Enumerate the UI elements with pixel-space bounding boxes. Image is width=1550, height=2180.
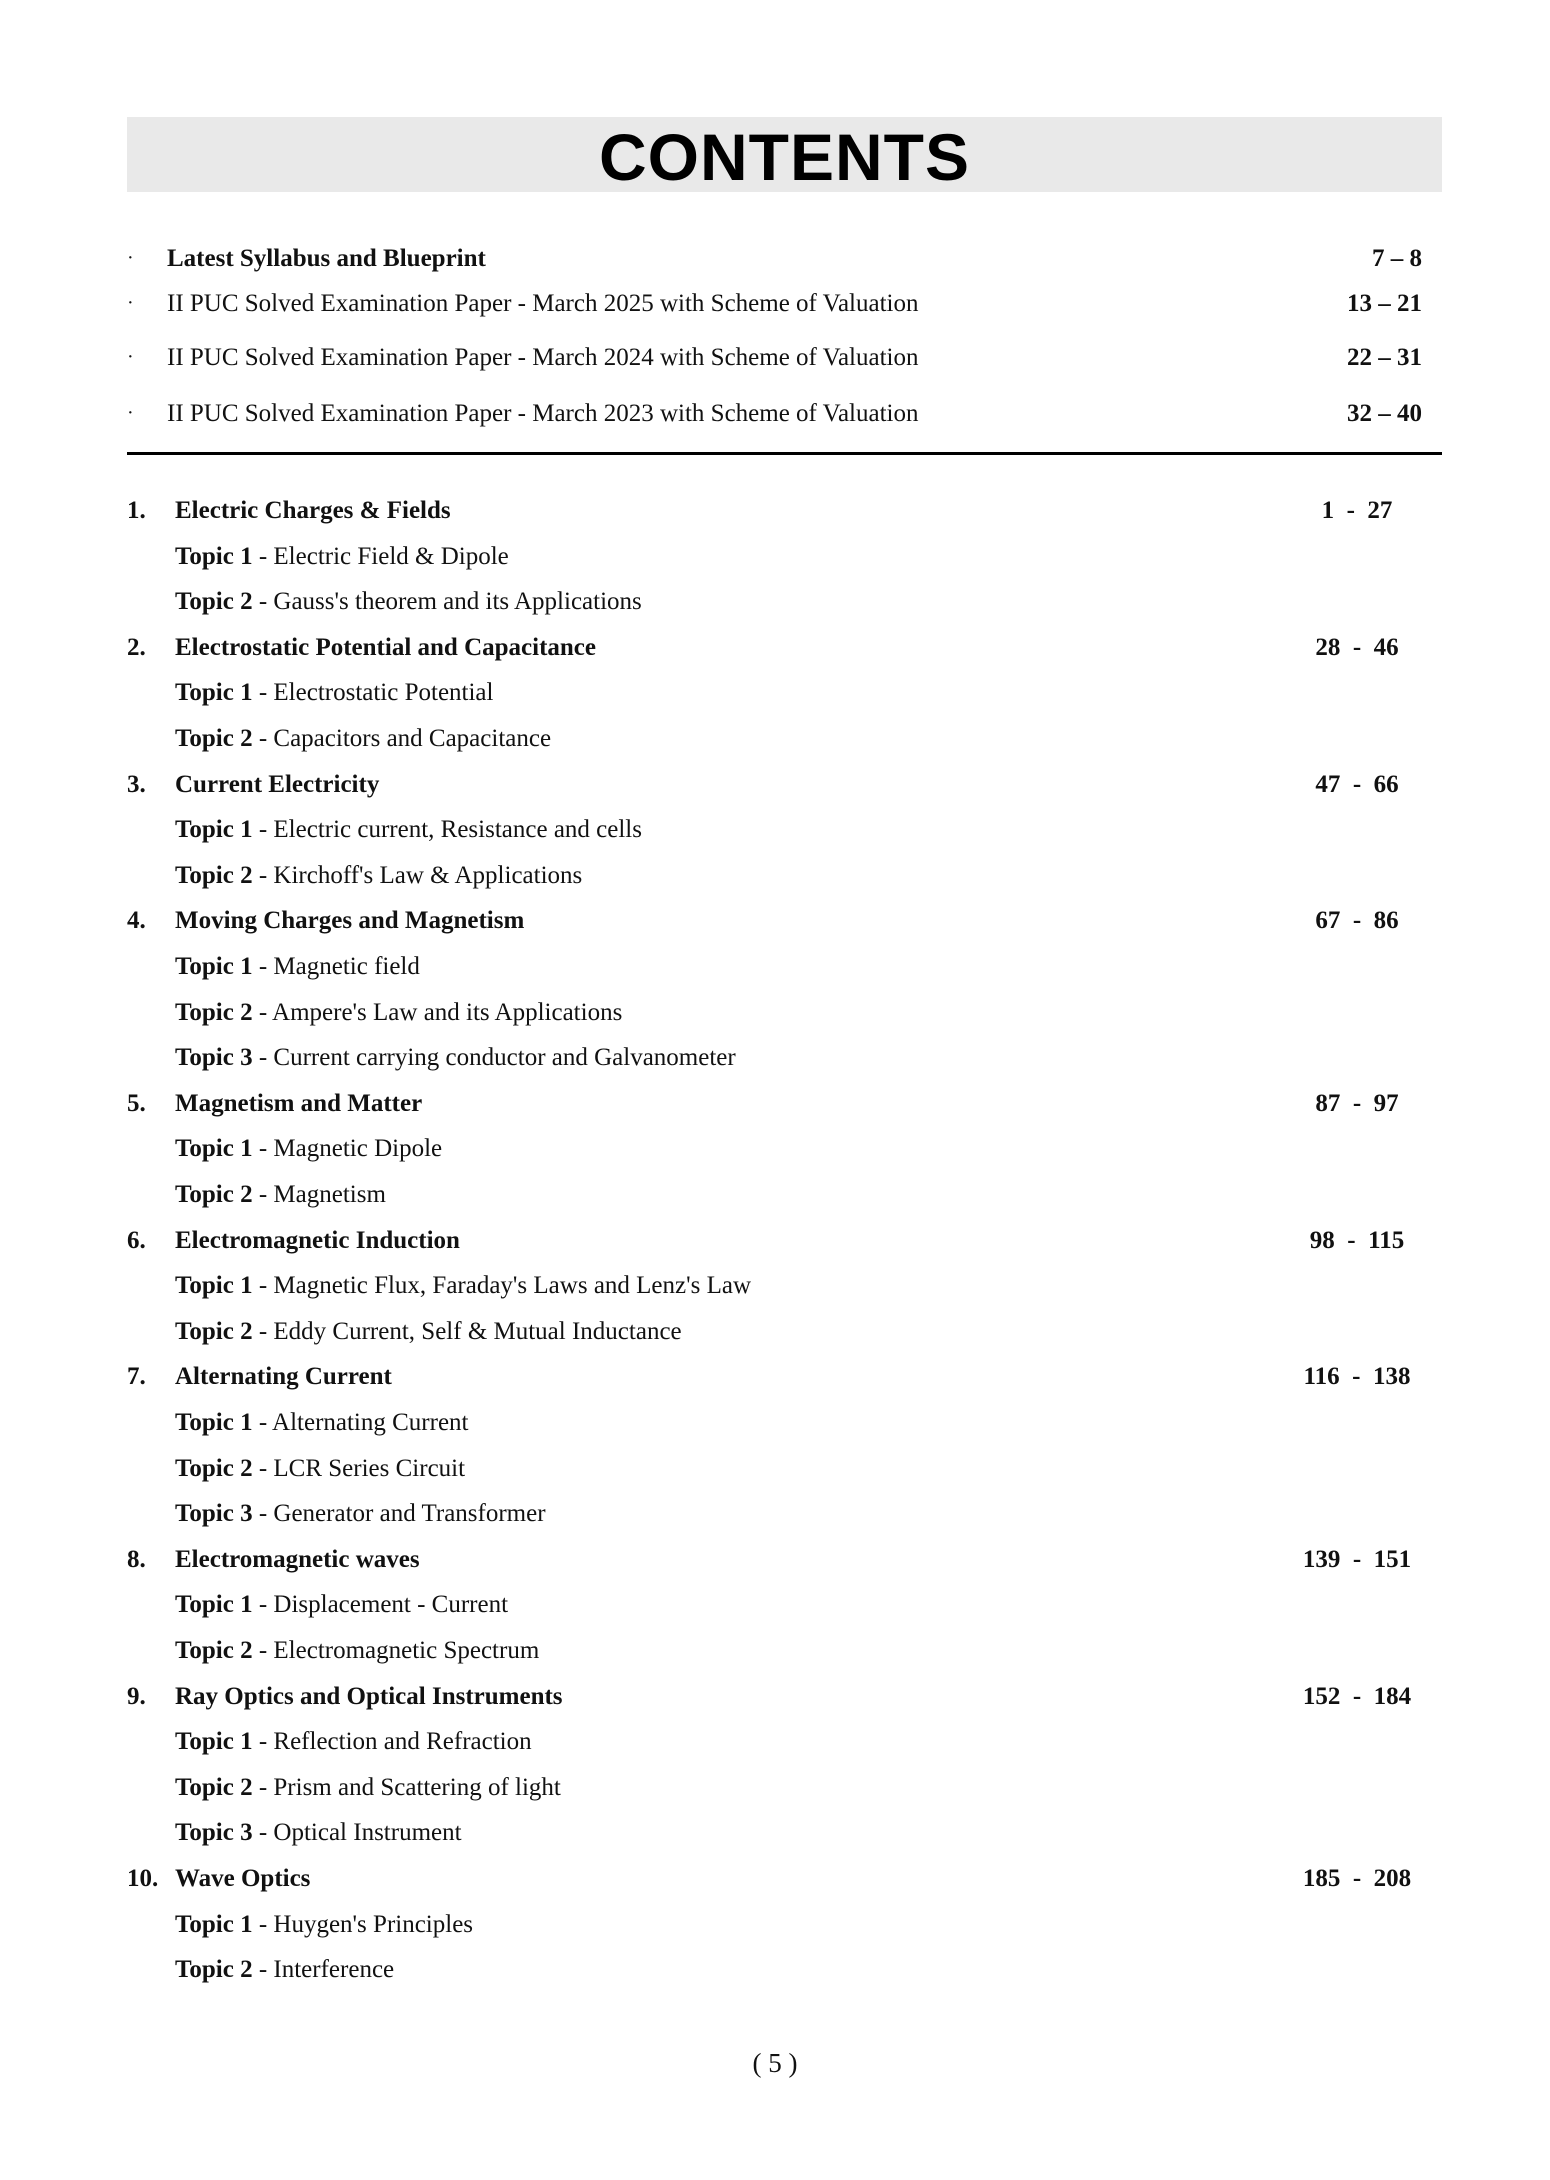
prelim-pages: 7 – 8	[1372, 245, 1422, 272]
topic-label: Topic 2	[175, 1956, 253, 1983]
chapter-title: Electromagnetic waves	[175, 1546, 420, 1573]
topic-entry	[175, 679, 493, 707]
topic-title: - Magnetic Flux, Faraday's Laws and Lenz's Law	[252, 1272, 752, 1299]
chapter-number: 9.	[127, 1683, 146, 1710]
topic-title: - Current carrying conductor and Galvanometer	[252, 1044, 736, 1071]
topic-entry	[175, 816, 642, 844]
topic-label: Topic 2	[175, 1774, 253, 1801]
prelim-item	[127, 400, 1442, 440]
topic-entry	[175, 1318, 682, 1346]
topic-row	[127, 862, 1442, 902]
prelim-title: II PUC Solved Examination Paper - March 2023 with Scheme of Valuation	[167, 400, 919, 427]
topic-row	[127, 1591, 1442, 1631]
topic-entry	[175, 1728, 532, 1756]
bullet-icon: ·	[127, 346, 134, 368]
topic-entry	[175, 1044, 736, 1072]
topic-row	[127, 1819, 1442, 1859]
topic-entry	[175, 1591, 508, 1619]
chapter-number: 1.	[127, 497, 146, 524]
chapter-title: Magnetism and Matter	[175, 1090, 423, 1117]
divider-rule	[127, 452, 1442, 455]
chapter-pages: 185 - 208	[1302, 1865, 1412, 1892]
chapter-pages: 47 - 66	[1315, 771, 1399, 798]
prelim-title: Latest Syllabus and Blueprint	[167, 245, 486, 272]
topic-entry	[175, 1774, 561, 1802]
chapter-pages: 28 - 46	[1315, 634, 1399, 661]
prelim-title: II PUC Solved Examination Paper - March 2025 with Scheme of Valuation	[167, 290, 919, 317]
topic-title: - Gauss's theorem and its Applications	[252, 588, 642, 615]
topic-title: - Kirchoff's Law & Applications	[252, 862, 583, 889]
topic-label: Topic 1	[175, 1409, 253, 1436]
chapter-row	[127, 1865, 1442, 1905]
topic-entry	[175, 1135, 442, 1163]
topic-row	[127, 543, 1442, 583]
prelim-pages: 13 – 21	[1347, 290, 1422, 317]
topic-label: Topic 2	[175, 725, 253, 752]
topic-title: - Magnetic Dipole	[252, 1135, 443, 1162]
topic-row	[127, 1774, 1442, 1814]
topic-title: - LCR Series Circuit	[252, 1455, 466, 1482]
topic-title: - Displacement - Current	[252, 1591, 509, 1618]
topic-label: Topic 1	[175, 1728, 253, 1755]
chapter-number: 7.	[127, 1363, 146, 1390]
topic-row	[127, 1181, 1442, 1221]
topic-row	[127, 816, 1442, 856]
topic-title: - Electric Field & Dipole	[252, 543, 509, 570]
topic-label: Topic 1	[175, 816, 253, 843]
bullet-icon: ·	[127, 402, 134, 424]
bullet-icon: ·	[127, 247, 134, 269]
topic-title: - Reflection and Refraction	[252, 1728, 532, 1755]
chapter-pages: 67 - 86	[1315, 907, 1399, 934]
topic-title: - Capacitors and Capacitance	[252, 725, 552, 752]
chapter-row	[127, 771, 1442, 811]
topic-row	[127, 953, 1442, 993]
topic-entry	[175, 1181, 386, 1209]
topic-entry	[175, 725, 551, 753]
chapter-title: Wave Optics	[175, 1865, 311, 1892]
chapter-title: Ray Optics and Optical Instruments	[175, 1683, 563, 1710]
page-title: CONTENTS	[599, 120, 970, 194]
topic-label: Topic 3	[175, 1819, 253, 1846]
topic-label: Topic 2	[175, 1318, 253, 1345]
chapter-number: 4.	[127, 907, 146, 934]
chapter-row	[127, 634, 1442, 674]
chapter-number: 5.	[127, 1090, 146, 1117]
topic-entry	[175, 588, 642, 616]
topic-row	[127, 999, 1442, 1039]
chapter-number: 2.	[127, 634, 146, 661]
topic-label: Topic 1	[175, 1135, 253, 1162]
chapter-pages: 87 - 97	[1315, 1090, 1399, 1117]
topic-label: Topic 2	[175, 999, 253, 1026]
topic-title: - Interference	[252, 1956, 395, 1983]
topic-row	[127, 1044, 1442, 1084]
bullet-icon: ·	[127, 292, 134, 314]
chapter-number: 6.	[127, 1227, 146, 1254]
chapter-row	[127, 1546, 1442, 1586]
topic-label: Topic 3	[175, 1500, 253, 1527]
chapter-number: 10.	[127, 1865, 159, 1892]
topic-entry	[175, 953, 420, 981]
chapter-title: Electromagnetic Induction	[175, 1227, 460, 1254]
topic-row	[127, 725, 1442, 765]
topic-row	[127, 588, 1442, 628]
topic-row	[127, 1135, 1442, 1175]
topic-entry	[175, 1956, 394, 1984]
topic-title: - Eddy Current, Self & Mutual Inductance	[252, 1318, 682, 1345]
topic-label: Topic 1	[175, 543, 253, 570]
chapter-pages: 1 - 27	[1321, 497, 1393, 524]
chapter-row	[127, 1683, 1442, 1723]
chapter-number: 8.	[127, 1546, 146, 1573]
chapter-row	[127, 1227, 1442, 1267]
chapter-pages: 116 - 138	[1303, 1363, 1411, 1390]
chapter-title: Alternating Current	[175, 1363, 392, 1390]
page-number: ( 5 )	[752, 2048, 798, 2078]
topic-entry	[175, 1911, 473, 1939]
topic-title: - Magnetic field	[252, 953, 420, 980]
topic-row	[127, 1911, 1442, 1951]
topic-entry	[175, 1272, 751, 1300]
topic-title: - Electromagnetic Spectrum	[252, 1637, 540, 1664]
topic-entry	[175, 1455, 465, 1483]
topic-row	[127, 1728, 1442, 1768]
contents-title-bar	[127, 117, 1442, 192]
topic-row	[127, 1272, 1442, 1312]
topic-row	[127, 1500, 1442, 1540]
chapter-row	[127, 1363, 1442, 1403]
prelim-pages: 22 – 31	[1347, 344, 1422, 371]
chapter-row	[127, 907, 1442, 947]
topic-label: Topic 2	[175, 1637, 253, 1664]
topic-label: Topic 1	[175, 953, 253, 980]
prelim-item	[127, 344, 1442, 384]
prelim-title: II PUC Solved Examination Paper - March 2024 with Scheme of Valuation	[167, 344, 919, 371]
topic-label: Topic 2	[175, 1455, 253, 1482]
topic-row	[127, 1318, 1442, 1358]
topic-title: - Alternating Current	[252, 1409, 469, 1436]
topic-entry	[175, 1637, 539, 1665]
topic-label: Topic 2	[175, 588, 253, 615]
chapter-number: 3.	[127, 771, 146, 798]
topic-entry	[175, 1409, 469, 1437]
topic-label: Topic 1	[175, 1591, 253, 1618]
topic-row	[127, 679, 1442, 719]
chapter-pages: 98 - 115	[1309, 1227, 1405, 1254]
topic-title: - Optical Instrument	[252, 1819, 462, 1846]
topic-label: Topic 3	[175, 1044, 253, 1071]
topic-row	[127, 1409, 1442, 1449]
topic-title: - Generator and Transformer	[252, 1500, 546, 1527]
topic-label: Topic 2	[175, 1181, 253, 1208]
topic-title: - Prism and Scattering of light	[252, 1774, 561, 1801]
topic-title: - Ampere's Law and its Applications	[252, 999, 623, 1026]
chapter-pages: 152 - 184	[1302, 1683, 1412, 1710]
chapter-title: Moving Charges and Magnetism	[175, 907, 525, 934]
chapter-title: Electric Charges & Fields	[175, 497, 451, 524]
topic-entry	[175, 1500, 546, 1528]
chapter-pages: 139 - 151	[1302, 1546, 1412, 1573]
topic-entry	[175, 543, 509, 571]
topic-label: Topic 1	[175, 679, 253, 706]
chapter-row	[127, 497, 1442, 537]
topic-title: - Huygen's Principles	[252, 1911, 474, 1938]
chapter-title: Electrostatic Potential and Capacitance	[175, 634, 596, 661]
chapter-title: Current Electricity	[175, 771, 380, 798]
topic-title: - Electric current, Resistance and cells	[252, 816, 642, 843]
topic-title: - Magnetism	[252, 1181, 386, 1208]
topic-label: Topic 1	[175, 1911, 253, 1938]
topic-label: Topic 1	[175, 1272, 253, 1299]
topic-label: Topic 2	[175, 862, 253, 889]
topic-row	[127, 1637, 1442, 1677]
topic-row	[127, 1455, 1442, 1495]
topic-title: - Electrostatic Potential	[252, 679, 494, 706]
topic-row	[127, 1956, 1442, 1996]
prelim-pages: 32 – 40	[1347, 400, 1422, 427]
topic-entry	[175, 862, 582, 890]
topic-entry	[175, 999, 622, 1027]
topic-entry	[175, 1819, 462, 1847]
prelim-item	[127, 290, 1442, 330]
chapter-row	[127, 1090, 1442, 1130]
prelim-item	[127, 245, 1442, 285]
